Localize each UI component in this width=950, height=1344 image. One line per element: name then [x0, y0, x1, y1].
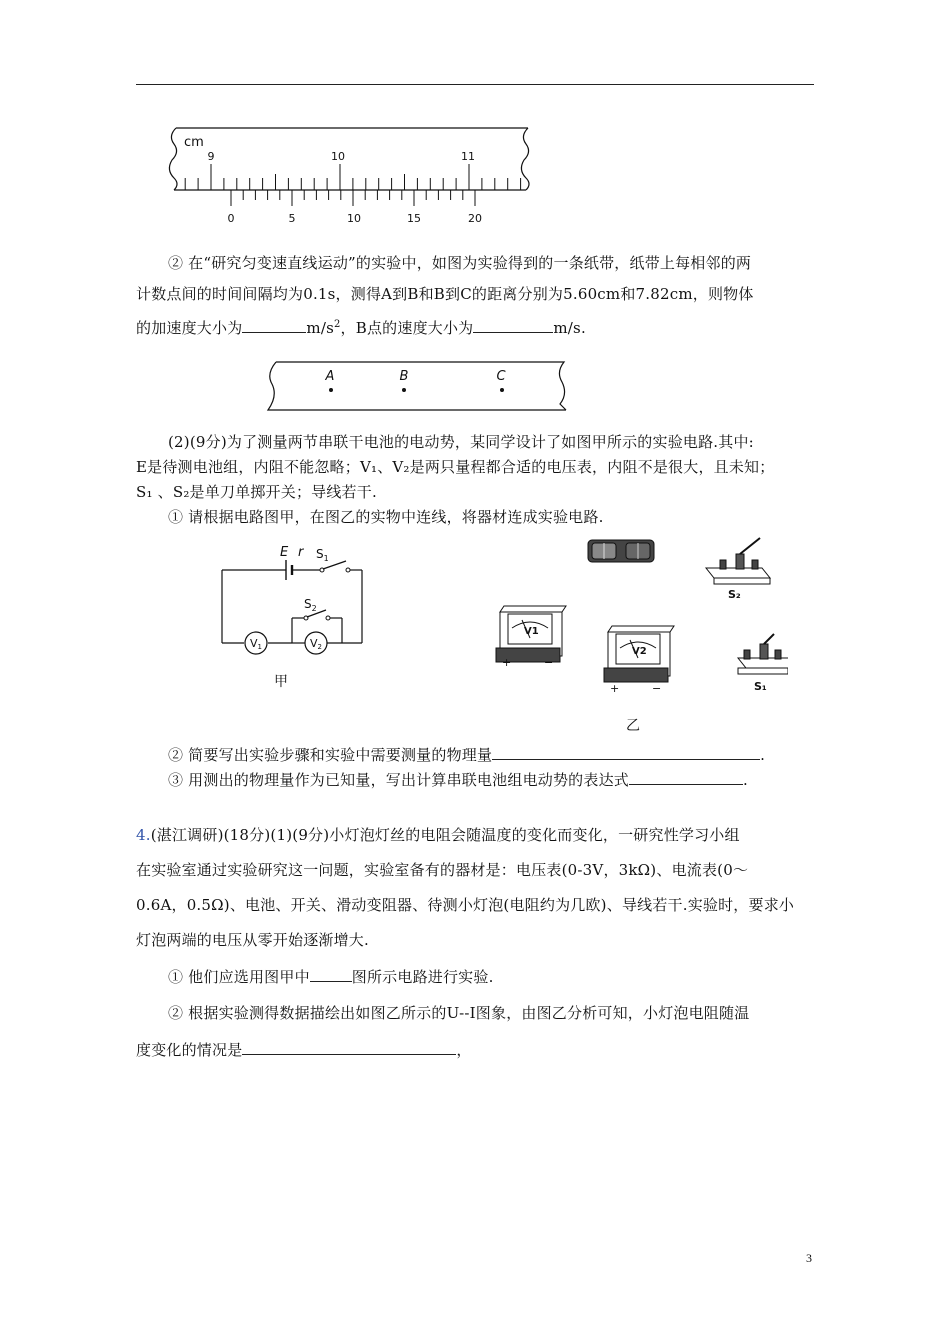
q2-line3	[136, 315, 586, 338]
label-S2: $S_2$	[304, 597, 317, 613]
header-rule	[136, 84, 814, 85]
circuit-choice-blank[interactable]	[310, 967, 352, 982]
emf-answer-blank[interactable]	[629, 770, 743, 785]
vernier-caliper-figure	[160, 122, 540, 232]
q2-line2: 计数点间的时间间隔均为0.1s，测得A到B和B到C的距离分别为5.60cm和7.82cm，则物体	[136, 285, 754, 303]
part2-q3: ③ 用测出的物理量作为已知量，写出计算串联电池组电动势的表达式 .	[168, 771, 748, 789]
main-label-10: 10	[331, 150, 345, 163]
q4-sub2-text: 度变化的情况是	[136, 1041, 243, 1059]
caliper-unit: cm	[184, 135, 204, 150]
steps-answer-blank[interactable]	[492, 745, 760, 760]
caption-jia: 甲	[274, 674, 288, 690]
q2-line1: ② 在“研究匀变速直线运动”的实验中，如图为实验得到的一条纸带，纸带上每相邻的两	[168, 254, 752, 272]
meter2-minus: −	[652, 682, 662, 695]
q4-line1-text: (湛江调研)(18分)(1)(9分)小灯泡灯丝的电阻会随温度的变化而变化，一研究性学习小组	[150, 826, 740, 844]
part2-line2: E是待测电池组，内阻不能忽略；V₁、V₂是两只量程都合适的电压表，内阻不是很大，且未知；	[136, 458, 775, 476]
q4-sub2-line2	[136, 1040, 472, 1060]
meter2-plus: +	[610, 682, 620, 695]
meter1-minus: −	[544, 656, 554, 669]
part2-line4: ① 请根据电路图甲，在图乙的实物中连线，将器材连成实验电路.	[168, 508, 604, 526]
q4-line2: 在实验室通过实验研究这一问题，实验室备有的器材是：电压表(0-3V，3kΩ)、电流表(0～	[136, 861, 749, 879]
vernier-label-10: 10	[347, 212, 361, 225]
tape-label-C: C	[496, 369, 506, 384]
vernier-label-15: 15	[407, 212, 421, 225]
label-V2: V2	[310, 637, 322, 651]
label-S1: $S_1$	[316, 547, 329, 563]
q4-sub1	[168, 967, 494, 987]
q2-unit2: m/s.	[553, 319, 586, 337]
q4-line4: 灯泡两端的电压从零开始逐渐增大.	[136, 931, 369, 949]
tape-dot-A	[329, 388, 333, 392]
page-number: 3	[806, 1251, 812, 1265]
part2-line3: S₁ 、S₂是单刀单掷开关；导线若干.	[136, 483, 377, 501]
q4-number: 4.	[136, 826, 151, 844]
part2-line1: (2)(9分)为了测量两节串联干电池的电动势，某同学设计了如图甲所示的实验电路.其中:	[168, 433, 754, 451]
part2-q2: ② 简要写出实验步骤和实验中需要测量的物理量 .	[168, 746, 766, 764]
switch-s2-device	[706, 538, 770, 601]
meter1-plus: +	[502, 656, 512, 669]
tape-label-B: B	[399, 369, 409, 384]
meter2-label: V2	[632, 646, 647, 657]
q4-sub2-line1: ② 根据实验测得数据描绘出如图乙所示的U--I图象，由图乙分析可知，小灯泡电阻随温	[168, 1004, 750, 1022]
q4-sub2-end: ，	[456, 1041, 472, 1059]
label-E: E	[280, 545, 289, 560]
q2-speed-label: ，B点的速度大小为	[340, 319, 474, 337]
q4-line1	[136, 825, 740, 845]
resistance-answer-blank[interactable]	[242, 1040, 456, 1055]
main-label-9: 9	[207, 150, 215, 163]
q2-accel-label: 的加速度大小为	[136, 319, 243, 337]
part2-q2-text: ② 简要写出实验步骤和实验中需要测量的物理量	[168, 746, 493, 764]
meter1-label: V1	[524, 626, 539, 637]
accel-answer-blank[interactable]	[242, 318, 306, 333]
vernier-label-0: 0	[227, 212, 235, 225]
speed-answer-blank[interactable]	[473, 318, 553, 333]
battery-pack	[588, 540, 654, 562]
main-label-11: 11	[461, 150, 475, 163]
caption-yi: 乙	[626, 718, 640, 734]
switch-s2-label: S₂	[728, 588, 741, 601]
q2-unit1: m/s	[306, 319, 334, 337]
q4-sub1-b: 图所示电路进行实验.	[351, 968, 494, 986]
q4-line3: 0.6A，0.5Ω)、电池、开关、滑动变阻器、待测小灯泡(电阻约为几欧)、导线若干.实验时，要求小	[136, 896, 795, 914]
label-V1: V1	[250, 637, 262, 651]
q2-unit1-exp: 2	[333, 319, 341, 330]
voltmeter-v2-device	[604, 626, 674, 695]
voltmeter-v1-device	[496, 606, 566, 669]
paper-tape-figure	[262, 360, 578, 416]
vernier-label-20: 20	[468, 212, 482, 225]
tape-label-A: A	[325, 369, 335, 384]
part2-q3-text: ③ 用测出的物理量作为已知量，写出计算串联电池组电动势的表达式	[168, 771, 629, 789]
circuit-diagram-jia	[210, 538, 380, 698]
switch-s1-label: S₁	[754, 680, 767, 693]
tape-dot-B	[402, 388, 406, 392]
tape-dot-C	[500, 388, 504, 392]
apparatus-figure-yi	[488, 530, 788, 740]
q4-sub1-a: ① 他们应选用图甲中	[168, 968, 310, 986]
label-r: r	[298, 545, 304, 560]
vernier-label-5: 5	[288, 212, 296, 225]
switch-s1-device	[738, 634, 788, 693]
